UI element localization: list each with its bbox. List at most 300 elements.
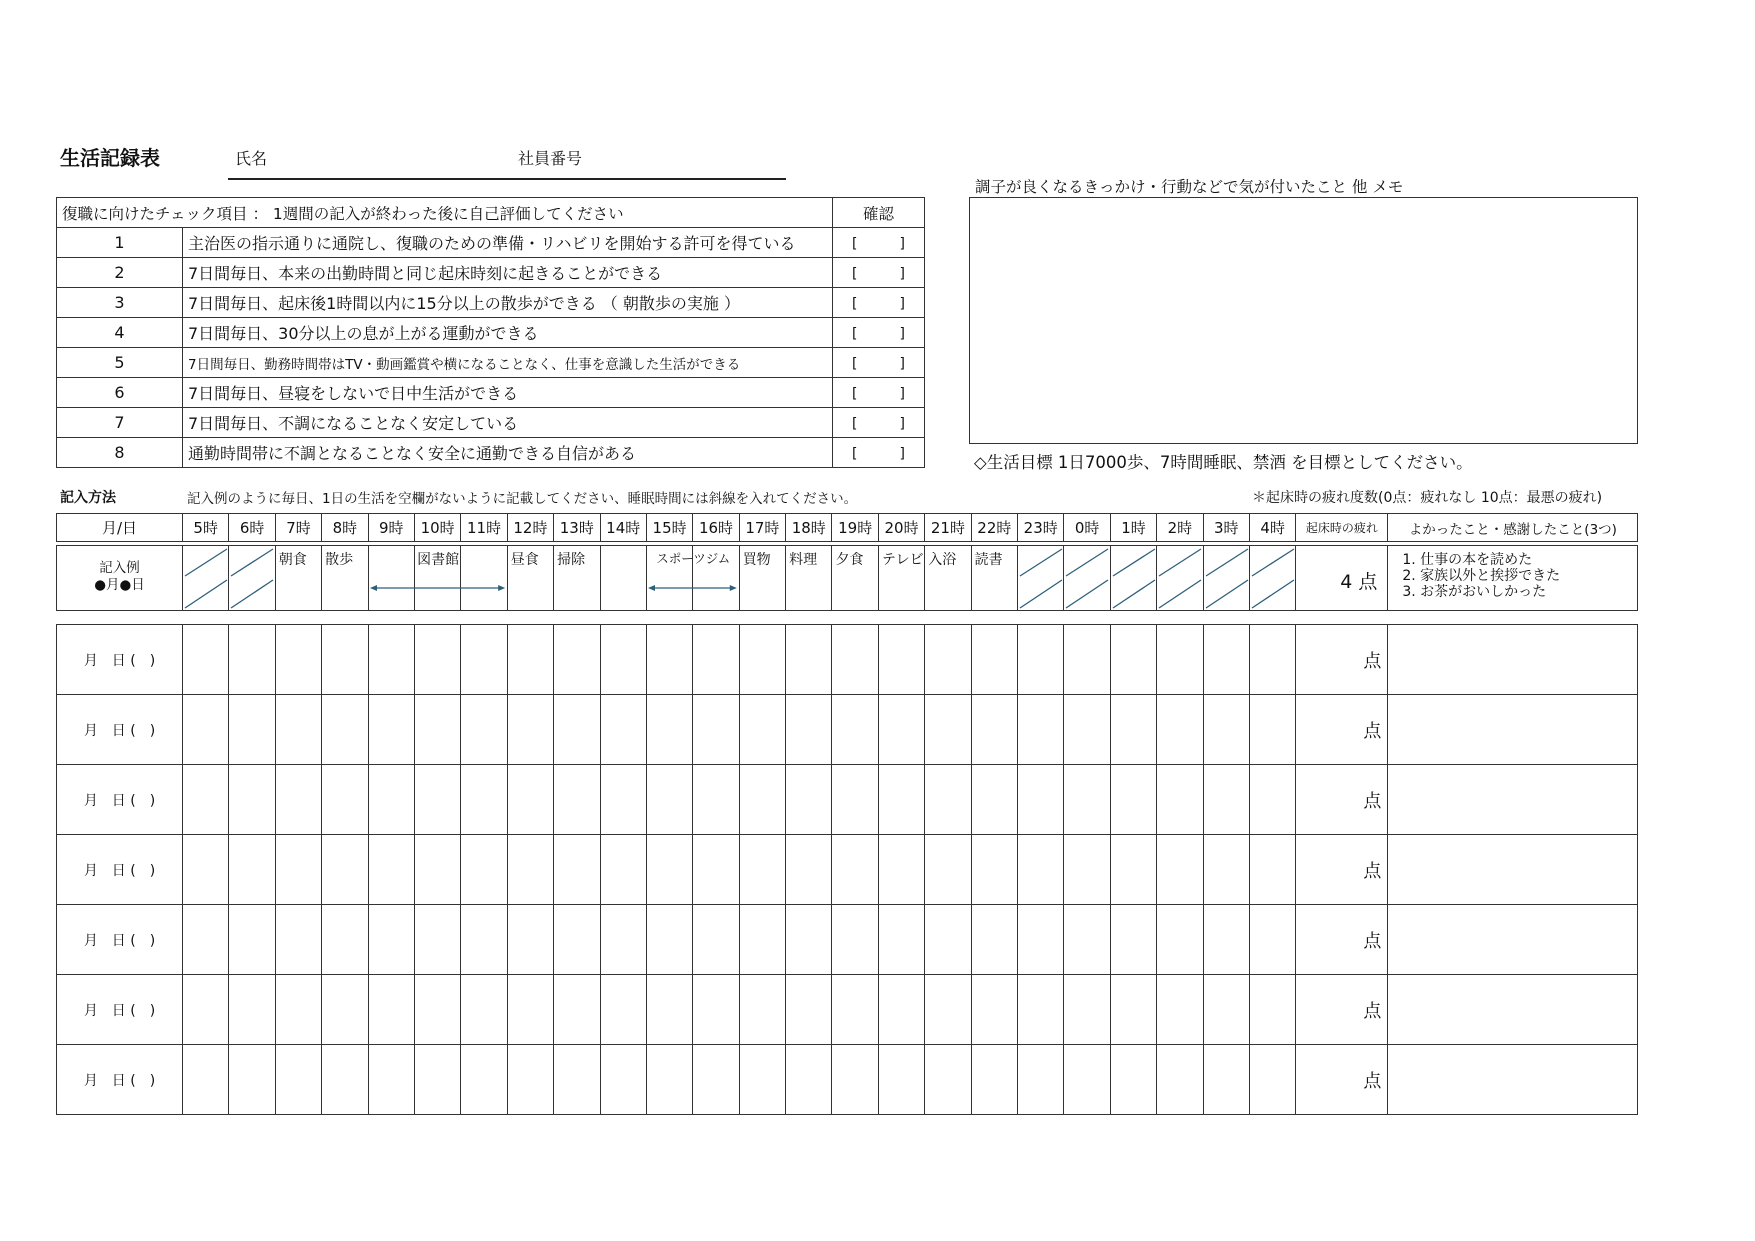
hour-entry-cell[interactable]: [925, 905, 971, 975]
hour-entry-cell[interactable]: [646, 835, 692, 905]
daily-record-rows: [56, 624, 1638, 1115]
checklist-heading: 復職に向けたチェック項目 ： 1週間の記入が終わった後に自己評価してください: [57, 198, 833, 228]
hour-entry-cell[interactable]: [554, 625, 600, 695]
example-hour-cell: [507, 546, 553, 611]
hour-entry-cell[interactable]: [739, 1045, 785, 1115]
hour-entry-cell[interactable]: [1064, 975, 1110, 1045]
confirm-heading: 確認: [833, 198, 925, 228]
example-row: [56, 545, 1638, 611]
date-entry-cell[interactable]: 月 日 ( ): [57, 835, 183, 905]
hour-entry-cell[interactable]: [554, 695, 600, 765]
checklist-confirm-box[interactable]: [ ]: [833, 228, 925, 258]
hour-entry-cell[interactable]: [1249, 975, 1295, 1045]
checklist-item-text: 7日間毎日、本来の出勤時間と同じ起床時刻に起きることができる: [183, 258, 833, 288]
hour-entry-cell[interactable]: [183, 905, 229, 975]
checklist-item-text: 7日間毎日、昼寝をしないで日中生活ができる: [183, 378, 833, 408]
hour-entry-cell[interactable]: [646, 1045, 692, 1115]
hour-entry-cell[interactable]: [786, 975, 832, 1045]
hour-entry-cell[interactable]: [275, 905, 321, 975]
date-entry-cell[interactable]: 月 日 ( ): [57, 905, 183, 975]
hour-entry-cell[interactable]: [1157, 975, 1203, 1045]
hour-entry-cell[interactable]: [554, 975, 600, 1045]
checklist-number: 1: [57, 228, 183, 258]
hour-entry-cell[interactable]: [971, 765, 1017, 835]
hour-entry-cell[interactable]: [1018, 765, 1064, 835]
checklist-item-text: 7日間毎日、30分以上の息が上がる運動ができる: [183, 318, 833, 348]
date-entry-cell[interactable]: 月 日 ( ): [57, 695, 183, 765]
hour-entry-cell[interactable]: [1110, 905, 1156, 975]
example-hour-cell: [1110, 546, 1156, 611]
hour-column-header: 20時: [878, 514, 924, 542]
checklist-confirm-box[interactable]: [ ]: [833, 288, 925, 318]
hour-entry-cell[interactable]: [1110, 975, 1156, 1045]
hour-entry-cell[interactable]: [971, 905, 1017, 975]
hour-entry-cell[interactable]: [229, 765, 275, 835]
hour-entry-cell[interactable]: [878, 905, 924, 975]
hour-entry-cell[interactable]: [322, 625, 368, 695]
hour-entry-cell[interactable]: [878, 695, 924, 765]
date-entry-cell[interactable]: 月 日 ( ): [57, 765, 183, 835]
hour-entry-cell[interactable]: [739, 975, 785, 1045]
checklist-number: 5: [57, 348, 183, 378]
checklist-confirm-box[interactable]: [ ]: [833, 258, 925, 288]
hour-entry-cell[interactable]: [1018, 835, 1064, 905]
hour-entry-cell[interactable]: [414, 905, 460, 975]
hour-column-header: 1時: [1110, 514, 1156, 542]
hour-entry-cell[interactable]: [1203, 905, 1249, 975]
checklist-number: 2: [57, 258, 183, 288]
hour-entry-cell[interactable]: [229, 905, 275, 975]
hour-entry-cell[interactable]: [368, 765, 414, 835]
example-hour-cell: [554, 546, 600, 611]
example-hour-cell: [275, 546, 321, 611]
hour-entry-cell[interactable]: [786, 835, 832, 905]
hour-entry-cell[interactable]: [275, 695, 321, 765]
hour-entry-cell[interactable]: [600, 975, 646, 1045]
daily-record-row: [57, 835, 1638, 905]
hour-column-header: 18時: [786, 514, 832, 542]
hour-entry-cell[interactable]: [368, 695, 414, 765]
hour-entry-cell[interactable]: [1203, 625, 1249, 695]
hour-entry-cell[interactable]: [322, 1045, 368, 1115]
employee-number-label: 社員番号: [518, 149, 583, 168]
checklist-confirm-box[interactable]: [ ]: [833, 318, 925, 348]
hour-entry-cell[interactable]: [229, 835, 275, 905]
hour-column-header: 16時: [693, 514, 739, 542]
hour-entry-cell[interactable]: [693, 625, 739, 695]
hour-entry-cell[interactable]: [878, 625, 924, 695]
hour-entry-cell[interactable]: [832, 765, 878, 835]
checklist-confirm-box[interactable]: [ ]: [833, 408, 925, 438]
hour-entry-cell[interactable]: [1249, 625, 1295, 695]
checklist-number: 4: [57, 318, 183, 348]
checklist-confirm-box[interactable]: [ ]: [833, 438, 925, 468]
hour-entry-cell[interactable]: [368, 625, 414, 695]
hour-column-header: 9時: [368, 514, 414, 542]
hour-entry-cell[interactable]: [461, 625, 507, 695]
hour-entry-cell[interactable]: [322, 975, 368, 1045]
hour-entry-cell[interactable]: [414, 625, 460, 695]
checklist-item-text: 主治医の指示通りに通院し、復職のための準備・リハビリを開始する許可を得ている: [183, 228, 833, 258]
hour-entry-cell[interactable]: [971, 695, 1017, 765]
hour-entry-cell[interactable]: [461, 975, 507, 1045]
example-hour-cell: [832, 546, 878, 611]
hour-entry-cell[interactable]: [925, 625, 971, 695]
name-entry-line[interactable]: [228, 178, 786, 180]
daily-record-row: [57, 905, 1638, 975]
hour-entry-cell[interactable]: [1064, 1045, 1110, 1115]
hour-entry-cell[interactable]: [275, 625, 321, 695]
hour-column-header: 23時: [1018, 514, 1064, 542]
hour-entry-cell[interactable]: [739, 835, 785, 905]
hour-entry-cell[interactable]: [507, 1045, 553, 1115]
hour-entry-cell[interactable]: [600, 765, 646, 835]
fatigue-entry-cell[interactable]: 点: [1296, 1045, 1388, 1115]
example-activity: 昼食: [510, 552, 539, 568]
hour-entry-cell[interactable]: [1157, 1045, 1203, 1115]
example-good-thing: 3. お茶がおいしかった: [1402, 584, 1547, 600]
checklist-confirm-box[interactable]: [ ]: [833, 378, 925, 408]
hour-entry-cell[interactable]: [1018, 905, 1064, 975]
checklist-confirm-box[interactable]: [ ]: [833, 348, 925, 378]
hour-entry-cell[interactable]: [925, 765, 971, 835]
hour-entry-cell[interactable]: [739, 905, 785, 975]
hour-entry-cell[interactable]: [832, 1045, 878, 1115]
hour-column-header: 0時: [1064, 514, 1110, 542]
hour-entry-cell[interactable]: [600, 905, 646, 975]
hour-entry-cell[interactable]: [1157, 905, 1203, 975]
hour-entry-cell[interactable]: [322, 905, 368, 975]
example-activity: 入浴: [928, 552, 957, 568]
hour-entry-cell[interactable]: [646, 905, 692, 975]
example-hour-cell: [739, 546, 785, 611]
example-hour-cell: [1203, 546, 1249, 611]
hour-entry-cell[interactable]: [507, 695, 553, 765]
date-entry-cell[interactable]: 月 日 ( ): [57, 1045, 183, 1115]
hour-entry-cell[interactable]: [693, 1045, 739, 1115]
hour-entry-cell[interactable]: [461, 905, 507, 975]
checklist-row: [57, 288, 925, 318]
hour-entry-cell[interactable]: [1203, 975, 1249, 1045]
hour-entry-cell[interactable]: [1203, 835, 1249, 905]
example-hour-cell: [368, 546, 460, 611]
checklist-row: [57, 408, 925, 438]
hour-entry-cell[interactable]: [1018, 625, 1064, 695]
example-hour-cell: [1018, 546, 1064, 611]
hour-entry-cell[interactable]: [1018, 695, 1064, 765]
good-things-entry-cell[interactable]: [1388, 1045, 1638, 1115]
hour-entry-cell[interactable]: [507, 765, 553, 835]
instructions-text: 記入例のように毎日、1日の生活を空欄がないように記載してください、睡眠時間には斜線を入れてください。: [187, 491, 858, 507]
hour-entry-cell[interactable]: [1110, 695, 1156, 765]
checklist-row: [57, 348, 925, 378]
daily-record-row: [57, 765, 1638, 835]
example-activity: 夕食: [835, 552, 864, 568]
good-things-entry-cell[interactable]: [1388, 765, 1638, 835]
hour-entry-cell[interactable]: [1110, 765, 1156, 835]
hour-entry-cell[interactable]: [600, 835, 646, 905]
hour-entry-cell[interactable]: [1110, 1045, 1156, 1115]
hour-entry-cell[interactable]: [368, 905, 414, 975]
example-good-thing: 2. 家族以外と挨拶できた: [1402, 568, 1561, 584]
hour-entry-cell[interactable]: [1157, 765, 1203, 835]
good-things-entry-cell[interactable]: [1388, 975, 1638, 1045]
checklist-number: 7: [57, 408, 183, 438]
hour-entry-cell[interactable]: [322, 765, 368, 835]
sleep-slash: [1111, 546, 1157, 610]
date-entry-cell[interactable]: 月 日 ( ): [57, 625, 183, 695]
hour-entry-cell[interactable]: [1064, 765, 1110, 835]
sleep-slash: [183, 546, 229, 610]
fatigue-entry-cell[interactable]: 点: [1296, 835, 1388, 905]
hour-entry-cell[interactable]: [414, 1045, 460, 1115]
hour-entry-cell[interactable]: [414, 765, 460, 835]
checklist-row: [57, 378, 925, 408]
hour-entry-cell[interactable]: [461, 835, 507, 905]
good-things-entry-cell[interactable]: [1388, 835, 1638, 905]
example-hour-cell: [322, 546, 368, 611]
good-things-entry-cell[interactable]: [1388, 905, 1638, 975]
hour-entry-cell[interactable]: [646, 625, 692, 695]
hour-entry-cell[interactable]: [275, 1045, 321, 1115]
hour-entry-cell[interactable]: [414, 975, 460, 1045]
sleep-slash: [1157, 546, 1203, 610]
hour-entry-cell[interactable]: [600, 625, 646, 695]
example-good-thing: 1. 仕事の本を読めた: [1402, 552, 1533, 568]
memo-box[interactable]: [969, 197, 1638, 444]
hour-entry-cell[interactable]: [832, 625, 878, 695]
good-things-entry-cell[interactable]: [1388, 625, 1638, 695]
sleep-slash: [1204, 546, 1250, 610]
hour-entry-cell[interactable]: [368, 835, 414, 905]
hour-column-header: 13時: [554, 514, 600, 542]
hour-entry-cell[interactable]: [554, 765, 600, 835]
hour-entry-cell[interactable]: [322, 835, 368, 905]
hour-entry-cell[interactable]: [1110, 625, 1156, 695]
sleep-slash: [1250, 546, 1296, 610]
hour-entry-cell[interactable]: [183, 695, 229, 765]
hour-entry-cell[interactable]: [925, 1045, 971, 1115]
hour-entry-cell[interactable]: [1157, 835, 1203, 905]
hour-column-header: 8時: [322, 514, 368, 542]
example-label: 記入例: [99, 560, 140, 576]
duration-arrow: [368, 582, 507, 594]
checklist-number: 3: [57, 288, 183, 318]
hour-entry-cell[interactable]: [183, 625, 229, 695]
hour-entry-cell[interactable]: [229, 695, 275, 765]
checklist-row: [57, 438, 925, 468]
hour-entry-cell[interactable]: [275, 975, 321, 1045]
daily-record-row: [57, 625, 1638, 695]
hour-entry-cell[interactable]: [971, 625, 1017, 695]
example-activity: スポーツジム: [656, 551, 731, 566]
hour-entry-cell[interactable]: [507, 905, 553, 975]
fatigue-entry-cell[interactable]: 点: [1296, 975, 1388, 1045]
hour-entry-cell[interactable]: [554, 1045, 600, 1115]
hour-entry-cell[interactable]: [786, 625, 832, 695]
hour-entry-cell[interactable]: [1064, 835, 1110, 905]
hour-entry-cell[interactable]: [275, 835, 321, 905]
checklist-row: [57, 228, 925, 258]
hour-entry-cell[interactable]: [275, 765, 321, 835]
date-entry-cell[interactable]: 月 日 ( ): [57, 975, 183, 1045]
hour-entry-cell[interactable]: [322, 695, 368, 765]
example-hour-cell: [461, 546, 507, 611]
hour-entry-cell[interactable]: [786, 765, 832, 835]
hour-entry-cell[interactable]: [414, 695, 460, 765]
hour-entry-cell[interactable]: [183, 835, 229, 905]
checklist-number: 8: [57, 438, 183, 468]
hour-entry-cell[interactable]: [971, 835, 1017, 905]
example-activity: 読書: [974, 552, 1003, 568]
hour-entry-cell[interactable]: [600, 695, 646, 765]
example-hour-cell: [693, 546, 739, 611]
example-hour-cell: [878, 546, 924, 611]
hour-column-header: 4時: [1249, 514, 1295, 542]
hour-entry-cell[interactable]: [739, 765, 785, 835]
example-date: ●月●日: [94, 577, 145, 593]
hour-entry-cell[interactable]: [507, 975, 553, 1045]
hour-entry-cell[interactable]: [1064, 695, 1110, 765]
hour-entry-cell[interactable]: [971, 1045, 1017, 1115]
hour-entry-cell[interactable]: [507, 625, 553, 695]
hour-entry-cell[interactable]: [1249, 765, 1295, 835]
hour-entry-cell[interactable]: [693, 975, 739, 1045]
return-to-work-checklist: [56, 197, 925, 468]
hour-entry-cell[interactable]: [971, 975, 1017, 1045]
checklist-item-text: 7日間毎日、不調になることなく安定している: [183, 408, 833, 438]
hour-entry-cell[interactable]: [1157, 695, 1203, 765]
hour-entry-cell[interactable]: [832, 835, 878, 905]
hour-entry-cell[interactable]: [1018, 975, 1064, 1045]
example-activity: 料理: [789, 552, 818, 568]
hour-entry-cell[interactable]: [1157, 625, 1203, 695]
fatigue-entry-cell[interactable]: 点: [1296, 905, 1388, 975]
hour-entry-cell[interactable]: [1249, 1045, 1295, 1115]
hour-entry-cell[interactable]: [1064, 905, 1110, 975]
hour-entry-cell[interactable]: [1249, 905, 1295, 975]
example-hour-cell: [1157, 546, 1203, 611]
hour-entry-cell[interactable]: [925, 835, 971, 905]
name-label: 氏名: [235, 149, 268, 168]
hour-entry-cell[interactable]: [693, 835, 739, 905]
hour-entry-cell[interactable]: [878, 975, 924, 1045]
checklist-row: [57, 258, 925, 288]
fatigue-entry-cell[interactable]: 点: [1296, 765, 1388, 835]
example-fatigue-cell: [1296, 546, 1388, 611]
example-activity: 朝食: [278, 552, 307, 568]
fatigue-entry-cell[interactable]: 点: [1296, 695, 1388, 765]
checklist-item-text: 通勤時間帯に不調となることなく安全に通勤できる自信がある: [183, 438, 833, 468]
hour-entry-cell[interactable]: [229, 975, 275, 1045]
hour-entry-cell[interactable]: [832, 905, 878, 975]
hour-entry-cell[interactable]: [1064, 625, 1110, 695]
hour-entry-cell[interactable]: [414, 835, 460, 905]
checklist-item-text: 7日間毎日、起床後1時間以内に15分以上の散歩ができる （ 朝散歩の実施 ）: [183, 288, 833, 318]
hour-entry-cell[interactable]: [554, 835, 600, 905]
hour-entry-cell[interactable]: [878, 1045, 924, 1115]
hour-entry-cell[interactable]: [368, 975, 414, 1045]
hour-entry-cell[interactable]: [786, 1045, 832, 1115]
sleep-slash: [1018, 546, 1064, 610]
hour-entry-cell[interactable]: [693, 765, 739, 835]
hour-column-header: 22時: [971, 514, 1017, 542]
hour-entry-cell[interactable]: [461, 765, 507, 835]
hour-entry-cell[interactable]: [183, 1045, 229, 1115]
hour-entry-cell[interactable]: [229, 1045, 275, 1115]
hour-entry-cell[interactable]: [786, 695, 832, 765]
hour-column-header: 17時: [739, 514, 785, 542]
hour-entry-cell[interactable]: [368, 1045, 414, 1115]
example-score: 4 点: [1340, 571, 1378, 593]
hour-entry-cell[interactable]: [1018, 1045, 1064, 1115]
hour-entry-cell[interactable]: [183, 765, 229, 835]
example-hour-cell: [229, 546, 275, 611]
example-hour-cell: [1064, 546, 1110, 611]
hour-entry-cell[interactable]: [786, 905, 832, 975]
example-hour-cell: [183, 546, 229, 611]
hour-column-header: 5時: [183, 514, 229, 542]
daily-record-row: [57, 695, 1638, 765]
checklist-item-text: 7日間毎日、勤務時間帯はTV・動画鑑賞や横になることなく、仕事を意識した生活ができる: [183, 348, 833, 378]
hour-entry-cell[interactable]: [878, 765, 924, 835]
hour-entry-cell[interactable]: [693, 695, 739, 765]
hour-column-header: 6時: [229, 514, 275, 542]
hour-entry-cell[interactable]: [507, 835, 553, 905]
hour-entry-cell[interactable]: [229, 625, 275, 695]
example-activity: テレビ: [881, 552, 924, 568]
hour-entry-cell[interactable]: [600, 1045, 646, 1115]
good-things-column-header: よかったこと・感謝したこと(3つ): [1388, 514, 1638, 542]
hour-entry-cell[interactable]: [925, 975, 971, 1045]
instructions-label: 記入方法: [60, 490, 116, 506]
example-activity: 買物: [742, 552, 771, 568]
hour-entry-cell[interactable]: [646, 765, 692, 835]
hour-column-header: 7時: [275, 514, 321, 542]
hour-entry-cell[interactable]: [1203, 1045, 1249, 1115]
example-activity: 散歩: [325, 552, 354, 568]
life-goal: ◇生活目標 1日7000歩、7時間睡眠、禁酒 を目標としてください。: [974, 453, 1473, 472]
hour-column-header: 14時: [600, 514, 646, 542]
sleep-slash: [229, 546, 275, 610]
hour-entry-cell[interactable]: [693, 905, 739, 975]
hour-entry-cell[interactable]: [832, 695, 878, 765]
hour-entry-cell[interactable]: [646, 695, 692, 765]
hour-entry-cell[interactable]: [1249, 695, 1295, 765]
hour-entry-cell[interactable]: [925, 695, 971, 765]
hour-entry-cell[interactable]: [739, 695, 785, 765]
example-hour-cell: [646, 546, 731, 611]
hour-entry-cell[interactable]: [878, 835, 924, 905]
hour-entry-cell[interactable]: [646, 975, 692, 1045]
good-things-entry-cell[interactable]: [1388, 695, 1638, 765]
hour-entry-cell[interactable]: [554, 905, 600, 975]
hour-entry-cell[interactable]: [461, 1045, 507, 1115]
hour-entry-cell[interactable]: [183, 975, 229, 1045]
schedule-header: [56, 513, 1638, 542]
hour-entry-cell[interactable]: [1203, 765, 1249, 835]
hour-column-header: 2時: [1157, 514, 1203, 542]
hour-entry-cell[interactable]: [739, 625, 785, 695]
hour-entry-cell[interactable]: [1110, 835, 1156, 905]
hour-column-header: 21時: [925, 514, 971, 542]
example-activity: 掃除: [557, 552, 586, 568]
hour-entry-cell[interactable]: [461, 695, 507, 765]
hour-entry-cell[interactable]: [1249, 835, 1295, 905]
hour-entry-cell[interactable]: [1203, 695, 1249, 765]
fatigue-entry-cell[interactable]: 点: [1296, 625, 1388, 695]
hour-entry-cell[interactable]: [832, 975, 878, 1045]
